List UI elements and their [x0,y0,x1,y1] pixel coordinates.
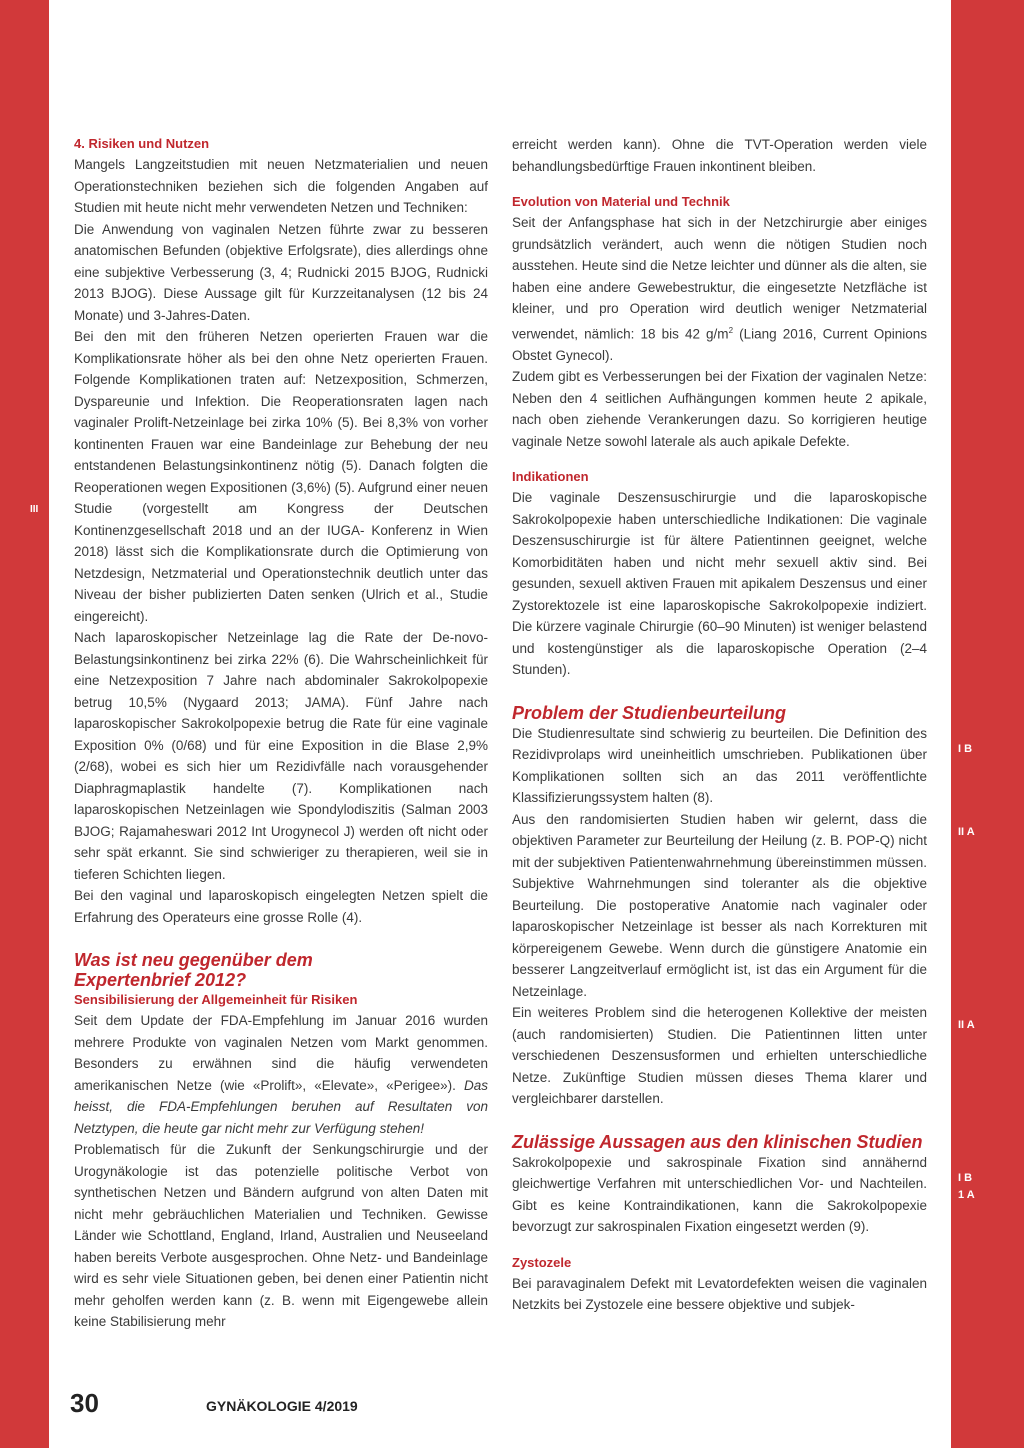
right-column [512,134,927,1316]
paragraph: Ein weiteres Problem sind die heterogenen Kollektive der meisten (auch randomisierten) Studien. Die Patientinnen litten unter verschiedenen Deszensusformen und erhielten unterschiedliche Netze. Zukünftige Studien müssen dieses Thema klarer und vergleichbarer darstellen. [512,1005,927,1106]
evidence-grade-1a: 1 A [958,1189,975,1201]
evidence-grade-iii: III [30,504,39,515]
superscript: 2 [728,325,734,335]
section-heading-zystozele: Zystozele [512,1254,572,1270]
paragraph: Bei paravaginalem Defekt mit Levatordefekten weisen die vaginalen Netzkits bei Zystozele eine bessere objektive und subjek- [512,1275,927,1312]
paragraph: Nach laparoskopischer Netzeinlage lag die Rate der De-novo-Belastungsinkontinenz bei zirka 22% (6). Die Wahrscheinlichkeit für eine Netzexposition 7 Jahre nach abdominaler Sakrokolpopexie betrug 10,5% (Nygaard 2013; JAMA). Fünf Jahre nach laparoskopischer Sakrokolpopexie betrug die Rate für eine vaginale Exposition 0% (0/68) und für eine Exposition in die Blase 2,9% (2/68), wobei es sich hier um Rezidivfälle nach vorausgehender Diaphragmaplastik handelte (7). Komplikationen nach laparoskopischen Netzeinlagen wie Spondylodiszitis (Salman 2003 BJOG; Rajamaheswari 2012 Int Urogynecol J) werden oft nicht oder sehr spät erkannt. Sie sind schwieriger zu therapieren, weil sie in tieferen Schichten liegen. [74,630,488,882]
heading-line-1: Was ist neu gegenüber dem [74,950,313,970]
heading-line-2: Expertenbrief 2012? [74,970,247,990]
evidence-grade-ib: I B [958,743,973,755]
section-heading-sensibilisierung: Sensibilisierung der Allgemeinheit für Risiken [74,992,358,1007]
section-heading-indikationen: Indikationen [512,469,589,484]
journal-issue: GYNÄKOLOGIE 4/2019 [206,1398,358,1414]
paragraph: Bei den mit den früheren Netzen operierten Frauen war die Komplikationsrate höher als bei den ohne Netz operierten Frauen. Folgende Komplikationen traten auf: Netzexposition, Schmerzen, Dyspareunie und Infektion. Die Reoperationsraten lagen nach vaginaler Prolift-Netzeinlage bei zirka 10% (5). Bei 8,3% von vorher kontinenten Frauen war eine Bandeinlage zur Behebung der neu entstandenen Belastungsinkontinenz nötig (5). Danach folgten die Reoperationen wegen Expositionen (3,6%) (5). Aufgrund einer neuen Studie (vorgestellt am Kongress der Deutschen Kontinenzgesellschaft 2018 und an der IUGA- Konferenz in Wien 2018) lässt sich die Komplikationsrate durch die Optimierung von Netzdesign, Netzmaterial und Operationstechnik deutlich unter das Niveau der bisher publizierten Daten senken (Ulrich et al., Studie eingereicht). [74,329,488,624]
left-column [74,134,488,1333]
evidence-grade-iia: II A [958,826,975,838]
right-color-bar [951,0,1024,1448]
paragraph: Die Studienresultate sind schwierig zu beurteilen. Die Definition des Rezidivprolaps wird uneinheitlich umschrieben. Publikationen über Komplikationen sollten sich an das 2011 veröffentlichte Klassifizierungssystem halten (8). [512,725,927,805]
left-color-bar [0,0,49,1448]
paragraph [74,1010,488,1139]
paragraph: Die Anwendung von vaginalen Netzen führte zwar zu besseren anatomischen Befunden (objektive Erfolgsrate), dies allerdings ohne eine subjektive Verbesserung (3, 4; Rudnicki 2015 BJOG, Rudnicki 2013 BJOG). Diese Aussage gilt für Kurzzeitanalysen (12 bis 24 Monate) und 3-Jahres-Daten. [74,221,488,323]
paragraph: Mangels Langzeitstudien mit neuen Netzmaterialien und neuen Operationstechniken beziehen sich die folgenden Angaben auf Studien mit heute nicht mehr verwendeten Netzen und Techniken: [74,157,488,215]
main-heading-zulaessige-aussagen: Zulässige Aussagen aus den klinischen Studien [512,1131,923,1152]
paragraph-text: Seit dem Update der FDA-Empfehlung im Januar 2016 wurden mehrere Produkte von vaginalen Netzen vom Markt genommen. Besonders zu erwähnen sind die häufig verwendeten amerikanischen Netze (wie «Prolift», «Elevate», «Perigee»). [74,1013,488,1093]
paragraph-text: (Liang 2016, Current Opinions Obstet Gynecol). [512,326,927,363]
paragraph: Bei den vaginal und laparoskopisch eingelegten Netzen spielt die Erfahrung des Operateurs eine grosse Rolle (4). [74,888,488,925]
paragraph-italic-text: Das heisst, die FDA-Empfehlungen beruhen auf Resultaten von Netztypen, die heute gar nicht mehr zur Verfügung stehen! [74,1077,488,1136]
paragraph: erreicht werden kann). Ohne die TVT-Operation werden viele behandlungsbedürftige Frauen inkontinent bleiben. [512,137,927,174]
paragraph: Die vaginale Deszensuschirurgie und die laparoskopische Sakrokolpopexie haben unterschiedliche Indikationen: Die vaginale Deszensuschirurgie ist für ältere Patientinnen geeignet, welche Komorbiditäten haben und nicht mehr sexuell aktiv sind. Bei gesunden, sexuell aktiven Frauen mit apikalem Deszensus und einer Zystorektozele ist eine laparoskopische Sakrokolpopexie indiziert. Die kürzere vaginale Chirurgie (60–90 Minuten) ist weniger belastend und kostengünstiger als die laparoskopische Operation (2–4 Stunden). [512,490,927,677]
evidence-grade-iia: II A [958,1019,975,1031]
paragraph [512,212,927,366]
paragraph: Aus den randomisierten Studien haben wir gelernt, dass die objektiven Parameter zur Beurteilung der Heilung (z. B. POP-Q) nicht mit der subjektiven Patientenwahrnehmung übereinstimmen müssen. Subjektive Wahrnehmungen sind toleranter als die objektive Beurteilung. Die postoperative Anatomie nach vaginaler oder laparoskopischer Netzeinlage ist besser als nach Korrekturen mit körpereigenem Gewebe. Wenn durch die günstigere Anatomie ein besserer Langzeitverlauf ermöglicht ist, ist das ein Argument für die Netzeinlage. [512,811,927,999]
paragraph-text: Seit der Anfangsphase hat sich in der Netzchirurgie aber einiges grundsätzlich verändert, auch wenn die nötigen Studien noch ausstehen. Heute sind die Netze leichter und dünner als die alten, sie haben eine andere Gewebestruktur, die eingesetzte Netzfläche ist kleiner, und pro Operation wird deutlich weniger Netzmaterial verwendet, nämlich: 18 bis 42 g/m [512,215,928,341]
section-heading-evolution: Evolution von Material und Technik [512,194,730,209]
section-heading-risiken: 4. Risiken und Nutzen [74,136,210,151]
main-heading-studienbeurteilung: Problem der Studienbeurteilung [512,702,787,723]
evidence-grade-ib: I B [958,1172,973,1184]
page-number: 30 [70,1388,99,1418]
paragraph: Sakrokolpopexie und sakrospinale Fixation sind annähernd gleichwertige Verfahren mit unterschiedlichen Vor- und Nachteilen. Gibt es keine Kontraindikationen, kann die Sakrokolpopexie bevorzugt zur sakrospinalen Fixation eingesetzt werden (9). [512,1154,927,1234]
paragraph: Zudem gibt es Verbesserungen bei der Fixation der vaginalen Netze: Neben den 4 seitlichen Aufhängungen kommen heute 2 apikale, nach oben ziehende Verankerungen dazu. So korrigieren heutige vaginale Netze sowohl laterale als auch apikale Defekte. [512,369,927,449]
main-heading-was-ist-neu [74,950,488,990]
paragraph: Problematisch für die Zukunft der Senkungschirurgie und der Urogynäkologie ist das potenzielle politische Verbot von synthetischen Netzen und Bändern aufgrund von alten Daten mit nicht mehr gebräuchlichen Materialien und Techniken. Gewisse Länder wie Schottland, England, Irland, Australien und Neuseeland haben bereits Verbote ausgesprochen. Ohne Netz- und Bandeinlage wird es sehr viele Situationen geben, bei denen einer Patientin nicht mehr geholfen werden kann (z. B. wenn mit Eigengewebe allein keine Stabilisierung mehr [74,1142,488,1329]
